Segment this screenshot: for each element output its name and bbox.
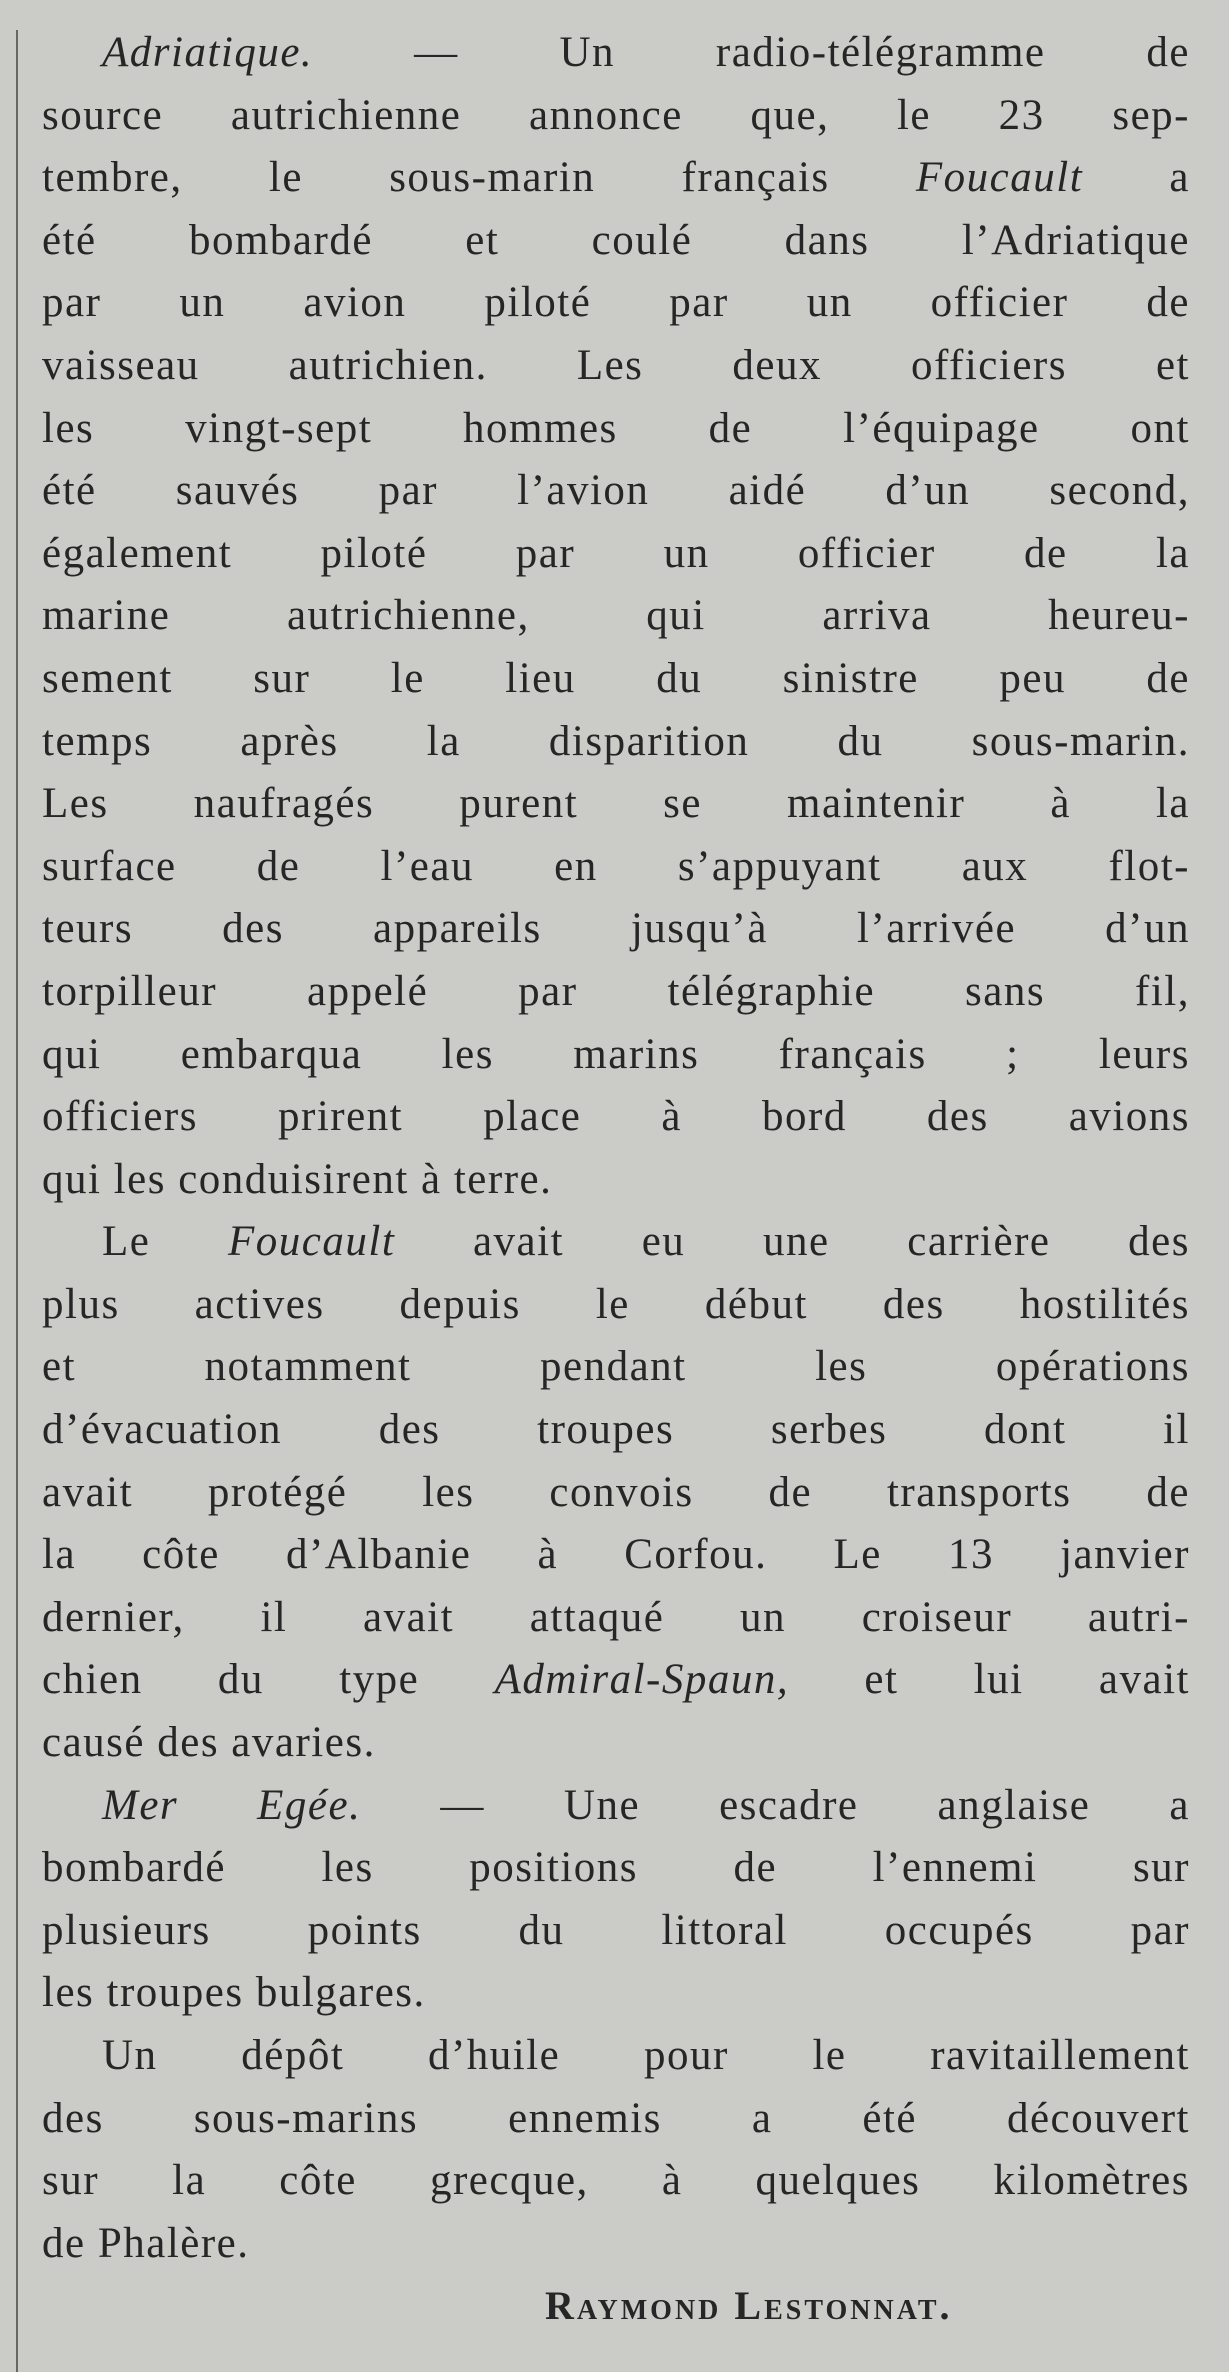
- text-line: [42, 648, 1190, 711]
- text-segment: et notamment pendant les opérations: [42, 1343, 1190, 1391]
- text-segment: les troupes bulgares.: [42, 1969, 426, 2017]
- text-segment: qui embarqua les marins français ; leurs: [42, 1030, 1190, 1078]
- text-segment: tembre, le sous-marin français: [42, 154, 916, 202]
- italic-text: Mer Egée.: [102, 1781, 362, 1829]
- text-segment: et lui avait: [789, 1656, 1190, 1704]
- author-signature: Raymond Lestonnat.: [545, 2283, 953, 2328]
- text-line: [42, 335, 1190, 398]
- text-line: [42, 1649, 1190, 1712]
- text-segment: avait protégé les convois de transports de: [42, 1468, 1190, 1516]
- text-segment: torpilleur appelé par télégraphie sans fil,: [42, 967, 1190, 1015]
- text-line: [42, 147, 1190, 210]
- text-segment: — Une escadre anglaise a: [361, 1781, 1190, 1829]
- text-line: [42, 523, 1190, 586]
- article-column: [42, 22, 1190, 2275]
- italic-text: Foucault: [915, 154, 1084, 202]
- text-line: [42, 1336, 1190, 1399]
- text-line: [42, 2213, 1190, 2276]
- text-line: [42, 836, 1190, 899]
- text-line: [42, 1775, 1190, 1838]
- text-segment: marine autrichienne, qui arriva heureu-: [42, 592, 1190, 640]
- text-line: [42, 398, 1190, 461]
- text-segment: été sauvés par l’avion aidé d’un second,: [42, 467, 1190, 515]
- text-segment: dernier, il avait attaqué un croiseur autri-: [42, 1593, 1190, 1641]
- text-line: [42, 1024, 1190, 1087]
- text-line: [42, 1462, 1190, 1525]
- text-line: [42, 272, 1190, 335]
- text-line: [42, 898, 1190, 961]
- text-line: [42, 1274, 1190, 1337]
- italic-text: Foucault: [228, 1218, 396, 1266]
- text-segment: de Phalère.: [42, 2219, 250, 2267]
- text-line: [42, 1587, 1190, 1650]
- text-line: [42, 1086, 1190, 1149]
- text-line: [42, 2088, 1190, 2151]
- text-segment: surface de l’eau en s’appuyant aux flot-: [42, 842, 1190, 890]
- text-line: [42, 85, 1190, 148]
- text-segment: plusieurs points du littoral occupés par: [42, 1906, 1190, 1954]
- text-line: [42, 773, 1190, 836]
- text-segment: Un dépôt d’huile pour le ravitaillement: [102, 2032, 1190, 2079]
- text-line: [42, 210, 1190, 273]
- text-segment: les vingt-sept hommes de l’équipage ont: [42, 404, 1190, 452]
- text-segment: causé des avaries.: [42, 1719, 376, 1767]
- column-rule: [16, 30, 18, 2372]
- text-line: [42, 1712, 1190, 1775]
- text-line: [42, 22, 1190, 85]
- text-segment: officiers prirent place à bord des avions: [42, 1093, 1190, 1141]
- text-segment: avait eu une carrière des: [395, 1218, 1190, 1266]
- text-line: [42, 711, 1190, 774]
- text-segment: sur la côte grecque, à quelques kilomètres: [42, 2157, 1190, 2205]
- text-segment: par un avion piloté par un officier de: [42, 279, 1190, 327]
- text-segment: vaisseau autrichien. Les deux officiers et: [42, 341, 1190, 389]
- text-line: [42, 1962, 1190, 2025]
- text-line: [42, 1900, 1190, 1963]
- text-segment: plus actives depuis le début des hostilités: [42, 1280, 1190, 1328]
- text-segment: d’évacuation des troupes serbes dont il: [42, 1406, 1190, 1454]
- text-line: [42, 2150, 1190, 2213]
- text-line: [42, 460, 1190, 523]
- text-line: [42, 1399, 1190, 1462]
- italic-text: Adriatique.: [102, 29, 314, 76]
- italic-text: Admiral-Spaun,: [494, 1656, 790, 1704]
- text-segment: été bombardé et coulé dans l’Adriatique: [42, 216, 1190, 264]
- text-segment: chien du type: [42, 1656, 495, 1704]
- text-segment: qui les conduisirent à terre.: [42, 1155, 553, 1203]
- text-segment: des sous-marins ennemis a été découvert: [42, 2094, 1190, 2142]
- text-line: [42, 585, 1190, 648]
- text-segment: teurs des appareils jusqu’à l’arrivée d’un: [42, 905, 1190, 953]
- text-line: [42, 1837, 1190, 1900]
- text-line: [42, 1211, 1190, 1274]
- text-segment: a: [1083, 154, 1190, 202]
- text-segment: Les naufragés purent se maintenir à la: [42, 780, 1190, 828]
- text-segment: temps après la disparition du sous-marin.: [42, 717, 1190, 765]
- text-line: [42, 1149, 1190, 1212]
- text-segment: Le: [102, 1218, 229, 1266]
- text-segment: bombardé les positions de l’ennemi sur: [42, 1844, 1190, 1892]
- text-segment: — Un radio-télégramme de: [313, 29, 1190, 76]
- text-segment: la côte d’Albanie à Corfou. Le 13 janvier: [42, 1531, 1190, 1579]
- text-segment: sement sur le lieu du sinistre peu de: [42, 654, 1190, 702]
- text-line: [42, 961, 1190, 1024]
- text-line: [42, 1524, 1190, 1587]
- text-segment: source autrichienne annonce que, le 23 sep-: [42, 91, 1190, 139]
- text-segment: également piloté par un officier de la: [42, 529, 1190, 577]
- text-line: [42, 2025, 1190, 2088]
